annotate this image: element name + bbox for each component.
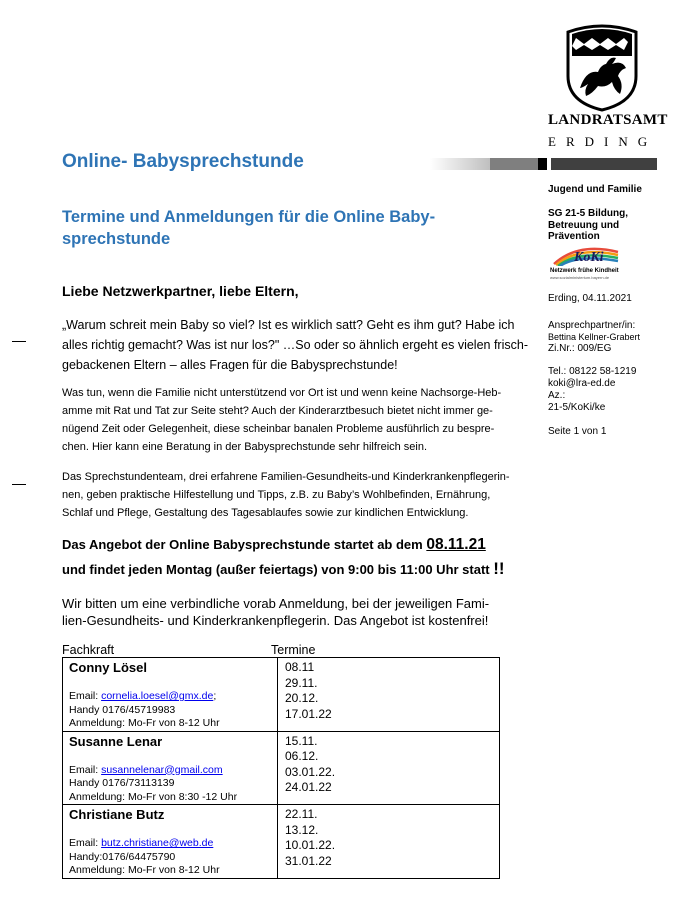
dates-cell <box>278 658 500 732</box>
email-label: Email: <box>69 690 102 702</box>
paragraph-team <box>62 468 537 522</box>
table-row <box>63 805 500 879</box>
dates-cell <box>278 805 500 879</box>
start-date: 08.11.21 <box>426 536 486 553</box>
table-row <box>63 731 500 805</box>
text-line: nügend Zeit oder Gelegenheit, diese scheinbar banalen Probleme ausführlich zu bespre- <box>62 423 495 435</box>
staff-name: Christiane Butz <box>69 807 165 822</box>
staff-name: Conny Lösel <box>69 660 148 675</box>
appointment-date: 08.11 <box>285 660 315 674</box>
contact-label: Ansprechpartner/in: <box>548 320 636 331</box>
text-line: Was tun, wenn die Familie nicht unterstützend vor Ort ist und wenn keine Nachsorge-Heb- <box>62 387 502 399</box>
text-line: Schlaf und Pflege, Gestaltung des Tagesablaufes sowie zur kindlichen Entwicklung. <box>62 507 469 519</box>
appointment-date: 06.12. <box>285 749 319 763</box>
staff-contact <box>69 690 271 731</box>
column-header-staff: Fachkraft <box>62 643 115 657</box>
staff-email-link[interactable]: susannelenar@gmail.com <box>101 763 223 776</box>
staff-contact <box>69 764 271 805</box>
reference-label: Az.: <box>548 390 566 401</box>
appointment-date: 20.12. <box>285 691 319 705</box>
room-number: Zi.Nr.: 009/EG <box>548 343 612 354</box>
header-bar-right <box>551 158 657 170</box>
announce-text: und findet jeden Montag (außer feiertags) von 9:00 bis 11:00 Uhr statt <box>62 562 494 577</box>
staff-cell <box>63 805 278 879</box>
appointment-date: 13.12. <box>285 822 319 837</box>
appointment-date: 24.01.22 <box>285 780 332 794</box>
koki-logo <box>548 244 622 280</box>
dates-cell <box>278 731 500 805</box>
staff-contact <box>69 837 271 878</box>
text-line: alles richtig gemacht? Was ist nur los?" …So oder so ähnlich ergeht es vielen frisch- <box>62 338 528 352</box>
text-line: chen. Hier kann eine Beratung in der Babysprechstunde sehr hilfreich sein. <box>62 441 428 453</box>
announcement <box>62 533 542 582</box>
page-subtitle <box>62 206 502 250</box>
staff-registration-hours: Anmeldung: Mo-Fr von 8-12 Uhr <box>69 864 220 876</box>
staff-phone: Handy:0176/64475790 <box>69 850 176 863</box>
staff-email-link[interactable]: cornelia.loesel@gmx.de <box>101 690 214 702</box>
greeting: Liebe Netzwerkpartner, liebe Eltern, <box>62 283 299 299</box>
text-line: lien-Gesundheits- und Kinderkrankenpflegerin. Das Angebot ist kostenfrei! <box>62 613 489 628</box>
appointment-date: 22.11. <box>285 807 318 821</box>
staff-registration-hours: Anmeldung: Mo-Fr von 8-12 Uhr <box>69 717 220 729</box>
reference-value: 21-5/KoKi/ke <box>548 402 606 413</box>
appointment-date: 31.01.22 <box>285 853 332 868</box>
appointments-table <box>62 657 500 879</box>
registration-request <box>62 595 542 629</box>
subtitle-line: sprechstunde <box>62 230 171 248</box>
staff-name: Susanne Lenar <box>69 733 163 749</box>
division: SG 21-5 Bildung, Betreuung und Prävention <box>548 208 629 242</box>
table-row <box>63 658 500 732</box>
email-label: Email: <box>69 837 102 849</box>
email-label: Email: <box>69 763 102 776</box>
contact-name: Bettina Kellner-Grabert <box>548 332 641 342</box>
announce-text: Das Angebot der Online Babysprechstunde startet ab dem <box>62 537 427 552</box>
page-title: Online- Babysprechstunde <box>62 151 304 172</box>
text-line: nen, geben praktische Hilfestellung und Tipps, z.B. zu Baby’s Wohlbefinden, Ernährung, <box>62 489 491 501</box>
subtitle-line: Termine und Anmeldungen für die Online Baby- <box>62 208 436 226</box>
page-number: Seite 1 von 1 <box>548 426 607 437</box>
appointment-date: 29.11. <box>285 675 318 690</box>
intro-quote <box>62 315 532 375</box>
koki-logo-text: KoKi <box>574 250 604 265</box>
contact-email: koki@lra-ed.de <box>548 378 616 389</box>
koki-url: www.sozialministerium.bayern.de <box>550 275 610 280</box>
email-suffix: ; <box>213 690 217 702</box>
staff-registration-hours: Anmeldung: Mo-Fr von 8:30 -12 Uhr <box>69 790 238 803</box>
appointment-date: 17.01.22 <box>285 706 332 721</box>
koki-tagline: Netzwerk frühe Kindheit <box>550 268 619 274</box>
header-bar-light <box>430 158 490 170</box>
staff-phone: Handy 0176/45719983 <box>69 703 176 716</box>
column-header-dates: Termine <box>271 643 316 657</box>
staff-phone: Handy 0176/73113139 <box>69 777 175 789</box>
text-line: gebackenen Eltern – alles Fragen für die Babysprechstunde! <box>62 358 398 372</box>
exclamation: !! <box>493 559 505 578</box>
text-line: Das Sprechstundenteam, drei erfahrene Familien-Gesundheits-und Kinderkrankenpflegerin- <box>62 471 510 483</box>
staff-cell <box>63 658 278 732</box>
appointment-date: 10.01.22. <box>285 838 336 852</box>
header-bar-dark <box>538 158 547 170</box>
appointment-date: 15.11. <box>285 733 318 748</box>
text-line: Wir bitten um eine verbindliche vorab Anmeldung, bei der jeweiligen Fami- <box>62 596 490 611</box>
department: Jugend und Familie <box>548 184 642 195</box>
authority-city: ERDING <box>548 134 658 149</box>
fold-mark <box>12 341 26 342</box>
paragraph-support <box>62 384 537 456</box>
appointment-date: 03.01.22. <box>285 764 336 779</box>
header-bar-mid <box>490 158 538 170</box>
contact-phone: Tel.: 08122 58-1219 <box>548 366 637 377</box>
coat-of-arms-logo <box>562 18 642 112</box>
staff-email-link[interactable]: butz.christiane@web.de <box>101 837 214 849</box>
letter-date: Erding, 04.11.2021 <box>548 293 632 304</box>
fold-mark <box>12 484 26 485</box>
staff-cell <box>63 731 278 805</box>
text-line: „Warum schreit mein Baby so viel? Ist es wirklich satt? Geht es ihm gut? Habe ich <box>62 318 515 332</box>
authority-name: LANDRATSAMT <box>548 112 668 128</box>
text-line: amme mit Rat und Tat zur Seite steht? Auch der Kinderarztbesuch bietet nicht immer ge- <box>62 405 493 417</box>
